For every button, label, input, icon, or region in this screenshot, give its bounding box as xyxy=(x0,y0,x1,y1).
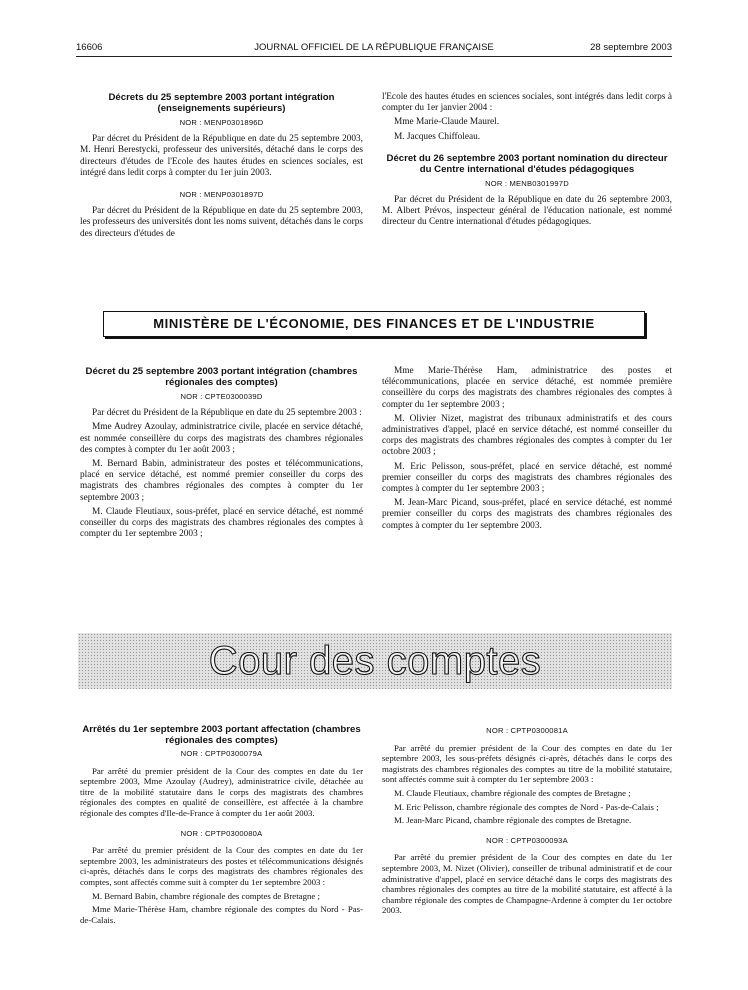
nor-reference: NOR : CPTP0300081A xyxy=(486,726,568,735)
top-right-column xyxy=(382,92,672,232)
person-name: Mme Marie-Claude Maurel. xyxy=(394,117,500,128)
decree-title: Décret du 26 septembre 2003 portant nomination du directeur du Centre international d'études pédagogiques xyxy=(386,152,668,175)
nor-reference: NOR : CPTP0300093A xyxy=(486,835,568,845)
nor-reference: NOR : MENP0301896D xyxy=(179,118,264,127)
list-item: M. Bernard Babin, chambre régionale des comptes de Bretagne ; xyxy=(92,890,320,901)
nor-reference: NOR : CPTP0300080A xyxy=(180,828,263,838)
list-item: M. Jean-Marc Picand, chambre régionale des comptes de Bretagne. xyxy=(394,815,632,826)
bottom-left-column xyxy=(80,724,363,928)
section-title: Cour des comptes xyxy=(208,639,542,683)
decree-paragraph: M. Eric Pelisson, sous-préfet, placé en service détaché, est nommé premier conseiller du corps des magistrats des chambres régionales des comptes à compter du 1er septembre 2003 ; xyxy=(382,461,672,495)
list-item: M. Claude Fleutiaux, chambre régionale des comptes de Bretagne ; xyxy=(394,787,631,798)
decree-title: Décret du 25 septembre 2003 portant intégration (chambres régionales des comptes) xyxy=(85,366,358,388)
bottom-right-column xyxy=(382,724,672,919)
nor-reference: NOR : CPTE0300039D xyxy=(180,392,263,401)
decree-paragraph: Mme Marie-Thérèse Ham, administratrice des postes et télécommunications, placée en service détaché, est nommée première conseillère du corps des magistrats des chambres régionales des comptes à compter du 1er septembre 2003 ; xyxy=(382,366,672,410)
journal-title: JOURNAL OFFICIEL DE LA RÉPUBLIQUE FRANÇAISE xyxy=(254,42,494,53)
decree-title: Décrets du 25 septembre 2003 portant intégration (enseignements supérieurs) xyxy=(108,92,335,114)
header-rule xyxy=(76,56,672,57)
top-left-column xyxy=(80,92,363,243)
nor-reference: NOR : CPTP0300079A xyxy=(180,749,263,758)
list-item: M. Eric Pelisson, chambre régionale des comptes de Nord - Pas-de-Calais ; xyxy=(394,801,659,812)
decree-paragraph: Par arrêté du premier président de la Cour des comptes en date du 1er septembre 2003, M. Nizet (Olivier), conseiller de tribunal administratif et de cour administrative d'appel, placé en service détaché dans le corps des magistrats des chambres régionales des comptes au titre de la mobilité statutaire, est affecté à la chambre régionale des comptes de Champagne-Ardenne à compter du 1er octobre 2003. xyxy=(382,852,672,916)
decree-paragraph: Par décret du Président de la République en date du 25 septembre 2003, M. Henri Berestycki, professeur des universités, détaché dans le corps des directeurs d'études de l'Ecole des hautes études en sciences sociales, est intégré dans ledit corps à compter du 1er juin 2003. xyxy=(80,134,363,178)
decree-paragraph: Par décret du Président de la République en date du 26 septembre 2003, M. Albert Prévos, inspecteur général de l'éducation nationale, est nommé directeur du Centre international d'études pédagogiques. xyxy=(382,195,672,228)
decree-paragraph: Par arrêté du premier président de la Cour des comptes en date du 1er septembre 2003, les administrateurs des postes et télécommunications désignés ci-après, détachés dans le corps des magistrats des chambres régionales des comptes, sont affectés comme suit à compter du 1er septembre 2003 : xyxy=(80,845,363,887)
decree-paragraph: l'Ecole des hautes études en sciences sociales, sont intégrés dans ledit corps à compter du 1er janvier 2004 : xyxy=(382,92,672,114)
decree-paragraph: Mme Audrey Azoulay, administratrice civile, placée en service détaché, est nommée conseillère du corps des magistrats des chambres régionales des comptes à compter du 1er août 2003 ; xyxy=(80,422,363,455)
nor-reference: NOR : MENB0301997D xyxy=(485,178,569,188)
page-number: 16606 xyxy=(76,42,103,53)
decree-paragraph: M. Bernard Babin, administrateur des postes et télécommunications, placé en service détaché, est nommé premier conseiller du corps des magistrats des chambres régionales des comptes à compter du 1er septembre 2003 ; xyxy=(80,459,363,503)
decree-paragraph: Par décret du Président de la République en date du 25 septembre 2003, les professeurs des universités dont les noms suivent, détachés dans le corps des directeurs d'études de xyxy=(80,206,363,239)
nor-reference: NOR : MENP0301897D xyxy=(179,190,264,200)
person-name: M. Jacques Chiffoleau. xyxy=(394,131,481,142)
decree-title: Arrêtés du 1er septembre 2003 portant affectation (chambres régionales des comptes) xyxy=(82,724,361,746)
ministry-heading: MINISTÈRE DE L'ÉCONOMIE, DES FINANCES ET DE L'INDUSTRIE xyxy=(103,311,645,337)
issue-date: 28 septembre 2003 xyxy=(590,42,672,53)
decree-paragraph: Par arrêté du premier président de la Cour des comptes en date du 1er septembre 2003, les sous-préfets désignés ci-après, détachés dans le corps des magistrats des chambres régionales des comptes au titre de la mobilité statutaire, sont affectés comme suit à compter du 1er septembre 2003 : xyxy=(382,742,672,785)
decree-paragraph: Par arrêté du premier président de la Cour des comptes en date du 1er septembre 2003, Mme Azoulay (Audrey), administratrice civile, détachée au titre de la mobilité statutaire dans le corps des magistrats des chambres régionales des comptes en qualité de conseillère, est affectée à la chambre régionale des comptes d'Ile-de-France à compter du 1er août 2003. xyxy=(80,765,363,818)
list-item: Mme Marie-Thérèse Ham, chambre régionale des comptes du Nord - Pas-de-Calais. xyxy=(80,904,363,925)
decree-paragraph: M. Olivier Nizet, magistrat des tribunaux administratifs et des cours administratives d'appel, placé en service détaché, est nommé conseiller du corps des magistrats des chambres régionales des comptes à compter du 1er octobre 2003 ; xyxy=(382,413,672,458)
decree-paragraph: M. Claude Fleutiaux, sous-préfet, placé en service détaché, est nommé conseiller du corps des magistrats des chambres régionales des comptes à compter du 1er septembre 2003 ; xyxy=(80,506,363,540)
running-header xyxy=(76,40,672,56)
mid-left-column xyxy=(80,366,363,543)
decree-paragraph: M. Jean-Marc Picand, sous-préfet, placé en service détaché, est nommé premier conseiller du corps des magistrats des chambres régionales des comptes à compter du 1er septembre 2003. xyxy=(382,498,672,531)
decree-paragraph: Par décret du Président de la République en date du 25 septembre 2003 : xyxy=(92,408,362,419)
mid-right-column xyxy=(382,366,672,535)
